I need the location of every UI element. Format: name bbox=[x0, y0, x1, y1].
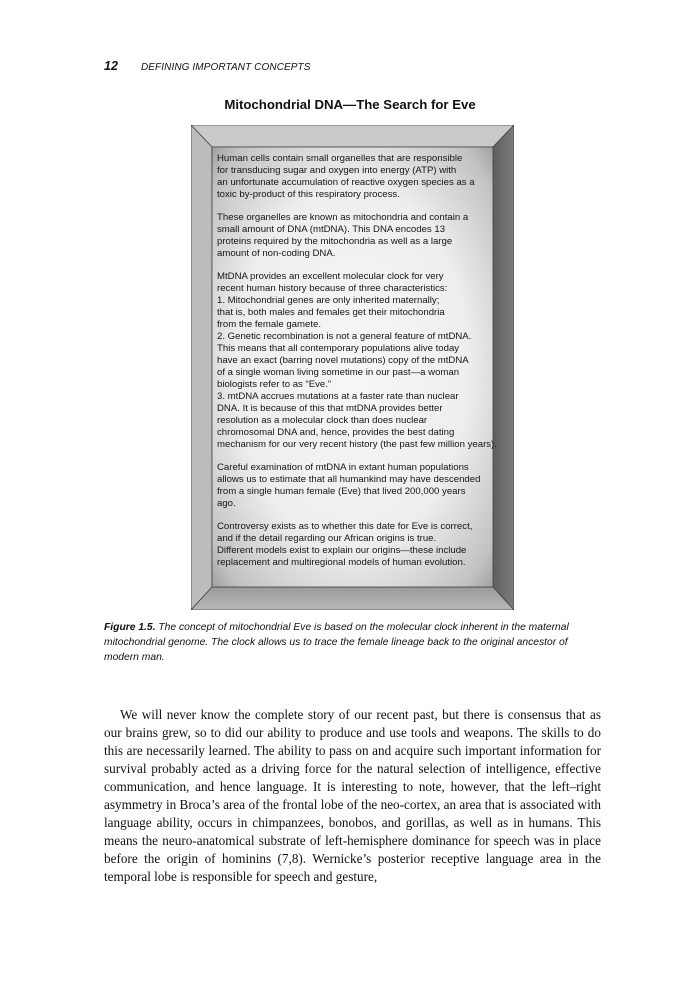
figure-caption bbox=[104, 620, 604, 665]
figure-caption-label: Figure 1.5. bbox=[104, 622, 156, 633]
frame-bevel-left bbox=[191, 125, 212, 610]
page-number: 12 bbox=[104, 59, 118, 73]
figure-title: Mitochondrial DNA—The Search for Eve bbox=[224, 97, 476, 112]
running-title: DEFINING IMPORTANT CONCEPTS bbox=[140, 62, 311, 73]
panel-paragraph-molecular-clock: MtDNA provides an excellent molecular clock for very recent human history because of three characteristics: 1. Mitochondrial genes are only inherited maternally; that is, both males and females get their mitochondria from the female gamete. 2. Genetic recombination is not a general feature of mtDNA. This means that all contemporary populations alive today have an exact (barring novel mutations) copy of the mtDNA of a single woman living sometime in our past—a woman biologists refer to as “Eve.” 3. mtDNA accrues mutations at a faster rate than nuclear DNA. It is because of this that mtDNA provides better resolution as a molecular clock than does nuclear chromosomal DNA and, hence, provides the best dating mechanism for our very recent history (the past few million years). bbox=[217, 271, 497, 450]
panel-paragraph-estimate: Careful examination of mtDNA in extant human populations allows us to estimate that all humankind may have descended from a single human female (Eve) that lived 200,000 years ago. bbox=[217, 462, 481, 509]
body-paragraph: We will never know the complete story of our recent past, but there is consensus that as our brains grew, so to did our ability to produce and use tools and weapons. The skills to do this are necessarily learned. The ability to pass on and acquire such important information for survival probably acted as a driving force for the natural selection of intelligence, effective communication, and hence language. It is interesting to note, however, that the left–right asymmetry in Broca’s area of the frontal lobe of the neo-cortex, an area that is associated with language ability, occurs in chimpanzees, bonobos, and gorillas, as well as in humans. This means the neuro-anatomical substrate of left-hemisphere dominance for speech was in place before the origin of hominins (7,8). Wernicke’s posterior receptive language area in the temporal lobe is responsible for speech and gesture, bbox=[104, 707, 601, 884]
body-text bbox=[104, 706, 601, 886]
running-header bbox=[104, 59, 311, 73]
panel-paragraph-controversy: Controversy exists as to whether this date for Eve is correct, and if the detail regarding our African origins is true. Different models exist to explain our origins—these include replacement and multiregional models of human evolution. bbox=[217, 521, 473, 568]
frame-bevel-top bbox=[191, 125, 514, 147]
panel-paragraph-mitochondria: These organelles are known as mitochondria and contain a small amount of DNA (mtDNA). This DNA encodes 13 proteins required by the mitochondria as well as a large amount of non-coding DNA. bbox=[217, 212, 469, 259]
figure-caption-text: The concept of mitochondrial Eve is based on the molecular clock inherent in the maternal mitochondrial genome. The clock allows us to trace the female lineage back to the original ancestor of modern man. bbox=[104, 622, 569, 663]
figure-panel-text bbox=[217, 153, 507, 580]
frame-bevel-bottom bbox=[191, 587, 514, 610]
panel-paragraph-organelles: Human cells contain small organelles that are responsible for transducing sugar and oxygen into energy (ATP) with an unfortunate accumulation of reactive oxygen species as a toxic by-product of this respiratory process. bbox=[217, 153, 475, 200]
